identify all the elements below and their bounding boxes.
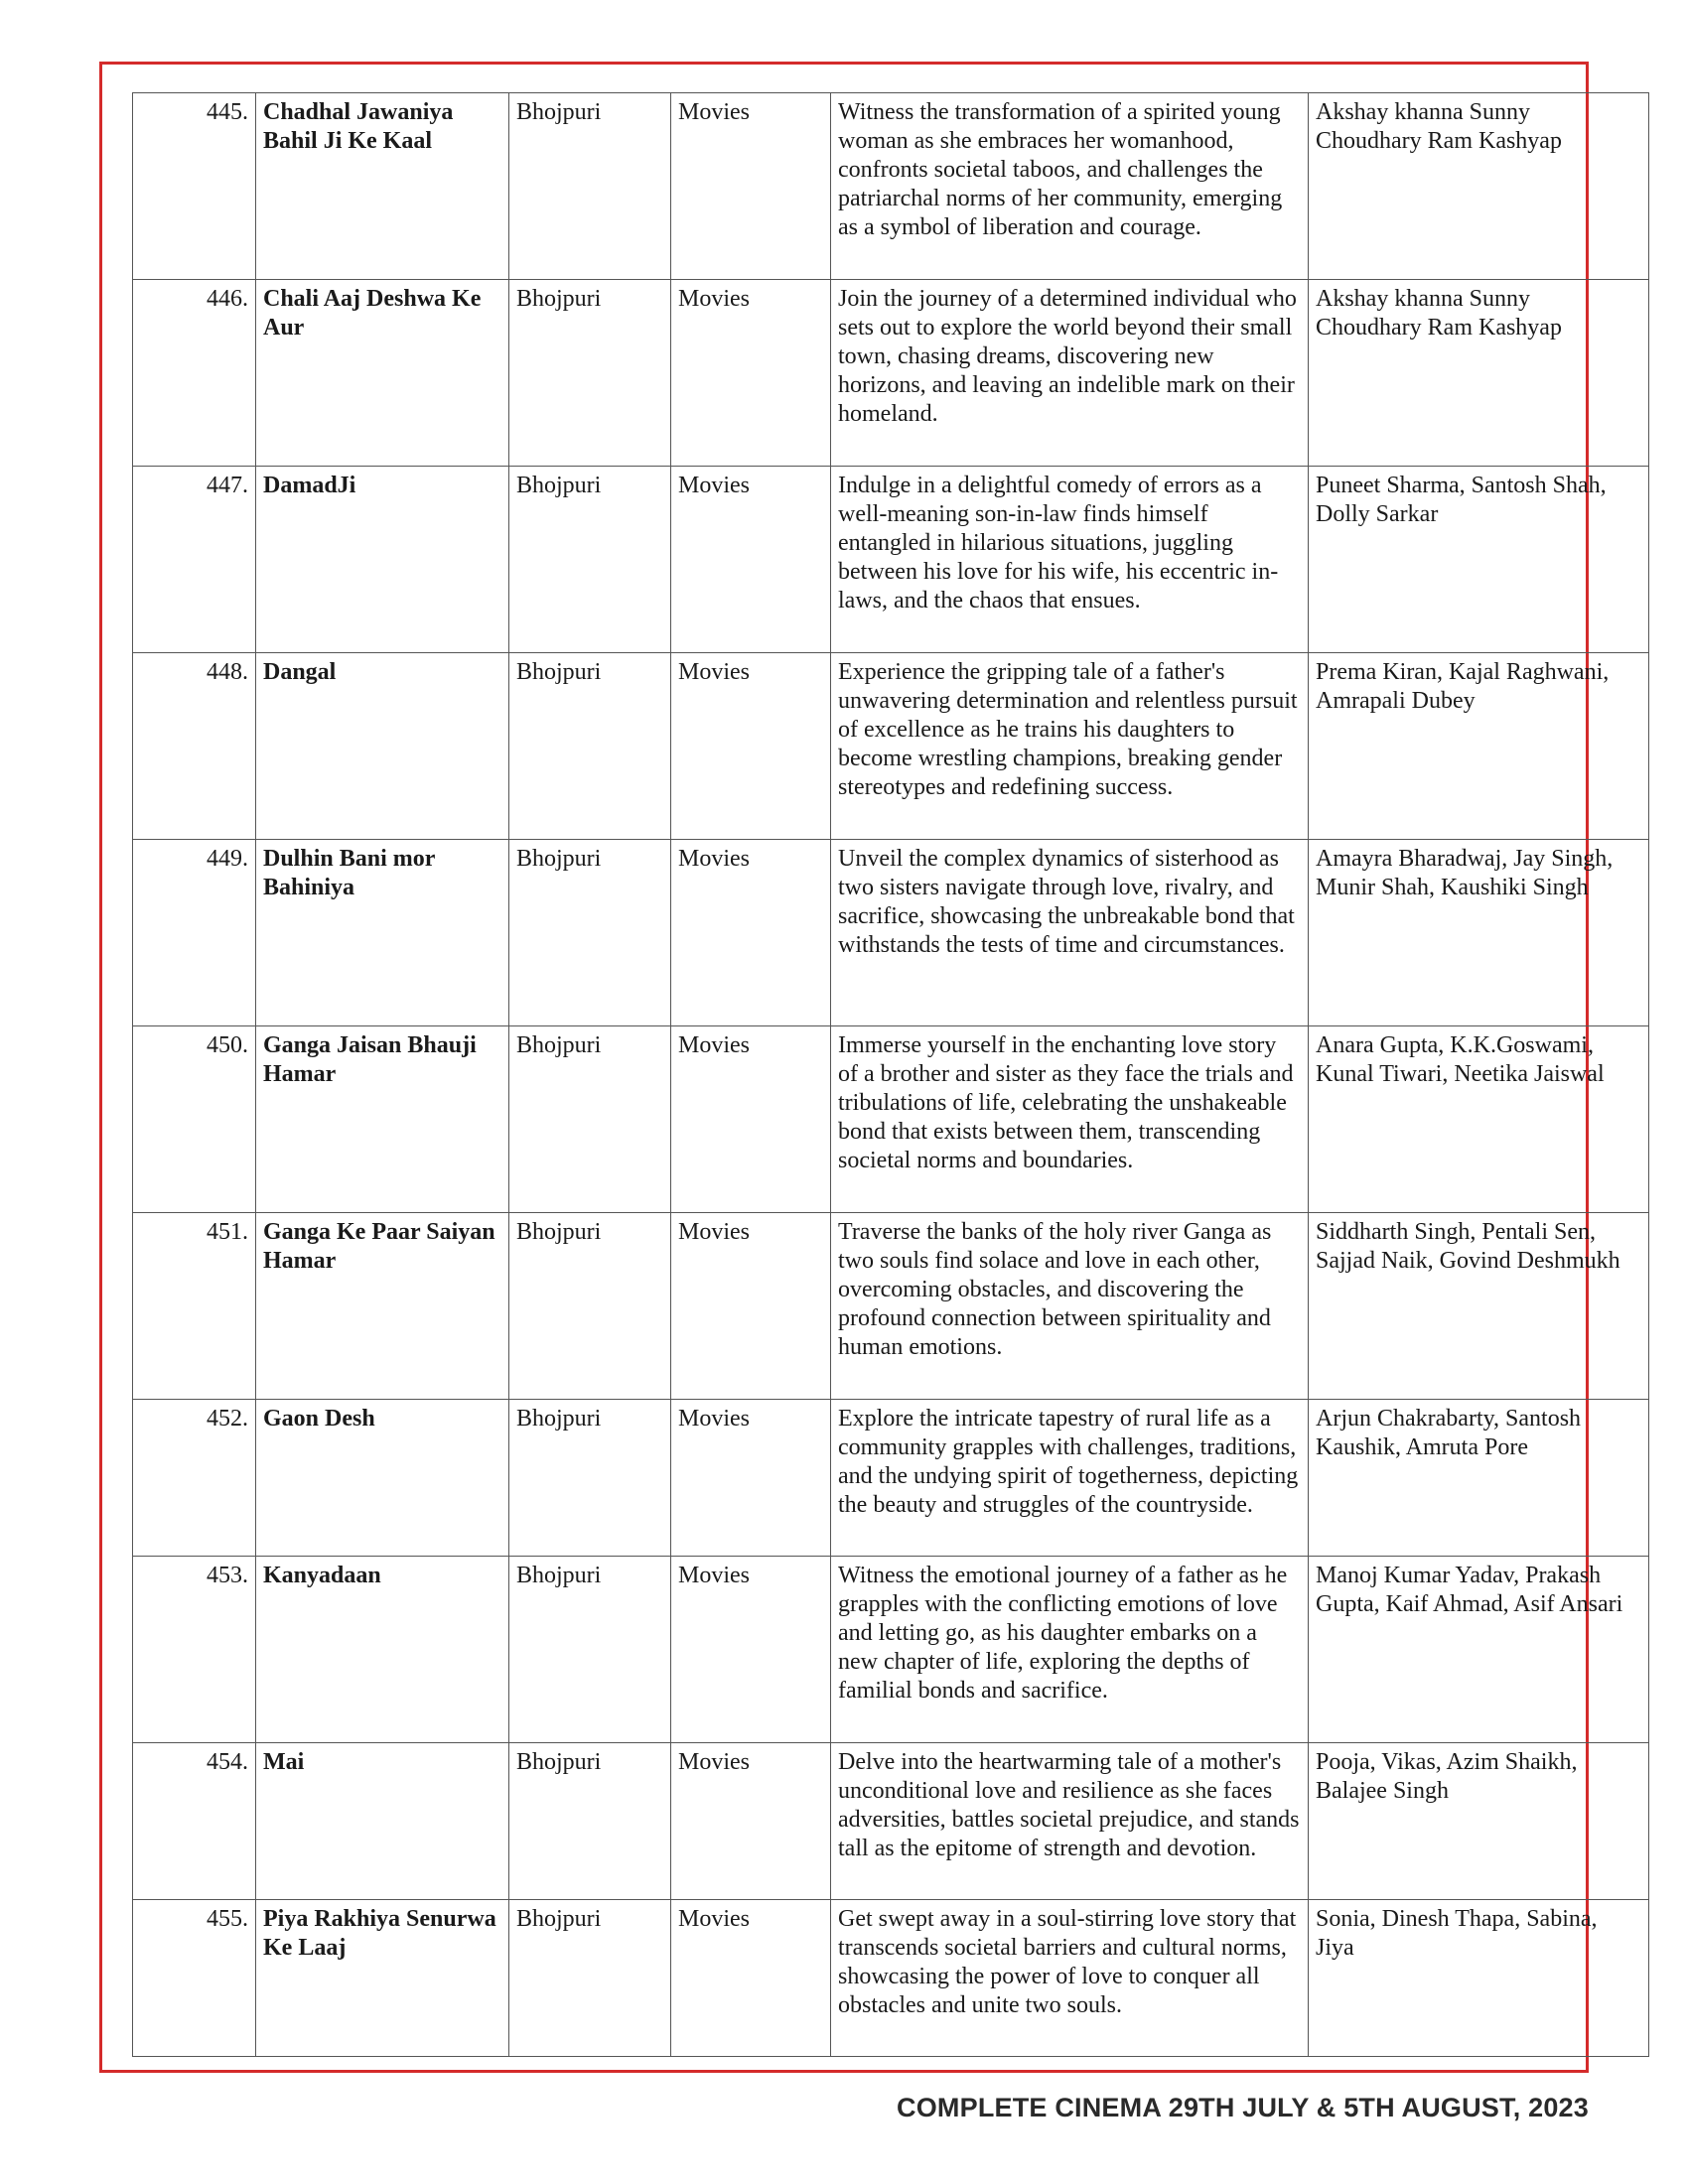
- movie-cast: Siddharth Singh, Pentali Sen, Sajjad Naik, Govind Deshmukh: [1309, 1213, 1649, 1400]
- entry-number: 454.: [133, 1743, 256, 1900]
- table-row: [133, 467, 1649, 653]
- movie-category: Movies: [671, 1213, 831, 1400]
- movie-category: Movies: [671, 1743, 831, 1900]
- movie-category: Movies: [671, 1557, 831, 1743]
- entry-number: 450.: [133, 1026, 256, 1213]
- movie-title: Mai: [256, 1743, 509, 1900]
- entry-number: 452.: [133, 1400, 256, 1557]
- entry-number: 446.: [133, 280, 256, 467]
- movie-cast: Akshay khanna Sunny Choudhary Ram Kashyap: [1309, 93, 1649, 280]
- movie-title: Gaon Desh: [256, 1400, 509, 1557]
- movie-category: Movies: [671, 1026, 831, 1213]
- movie-cast: Puneet Sharma, Santosh Shah, Dolly Sarkar: [1309, 467, 1649, 653]
- publication-footer: COMPLETE CINEMA 29TH JULY & 5TH AUGUST, 2023: [897, 2093, 1589, 2122]
- movie-description: Witness the transformation of a spirited young woman as she embraces her womanhood, confronts societal taboos, and challenges the patriarchal norms of her community, emerging as a symbol of liberation and courage.: [831, 93, 1309, 280]
- table-row: [133, 280, 1649, 467]
- table-row: [133, 1026, 1649, 1213]
- movie-language: Bhojpuri: [509, 1026, 671, 1213]
- movie-language: Bhojpuri: [509, 1743, 671, 1900]
- movie-cast: Prema Kiran, Kajal Raghwani, Amrapali Dubey: [1309, 653, 1649, 840]
- movie-title: Ganga Ke Paar Saiyan Hamar: [256, 1213, 509, 1400]
- movie-language: Bhojpuri: [509, 1900, 671, 2057]
- movie-description: Experience the gripping tale of a father's unwavering determination and relentless pursuit of excellence as he trains his daughters to become wrestling champions, breaking gender stereotypes and redefining success.: [831, 653, 1309, 840]
- movie-title: Kanyadaan: [256, 1557, 509, 1743]
- entry-number: 453.: [133, 1557, 256, 1743]
- movie-category: Movies: [671, 653, 831, 840]
- movie-description: Witness the emotional journey of a father as he grapples with the conflicting emotions of love and letting go, as his daughter embarks on a new chapter of life, exploring the depths of familial bonds and sacrifice.: [831, 1557, 1309, 1743]
- table-row: [133, 1400, 1649, 1557]
- movie-language: Bhojpuri: [509, 1557, 671, 1743]
- table-row: [133, 1213, 1649, 1400]
- movie-category: Movies: [671, 93, 831, 280]
- movie-cast: Anara Gupta, K.K.Goswami, Kunal Tiwari, Neetika Jaiswal: [1309, 1026, 1649, 1213]
- movie-language: Bhojpuri: [509, 840, 671, 1026]
- table-row: [133, 653, 1649, 840]
- movie-title: Ganga Jaisan Bhauji Hamar: [256, 1026, 509, 1213]
- table-row: [133, 840, 1649, 1026]
- movie-language: Bhojpuri: [509, 1400, 671, 1557]
- movie-description: Explore the intricate tapestry of rural life as a community grapples with challenges, traditions, and the undying spirit of togetherness, depicting the beauty and struggles of the countryside.: [831, 1400, 1309, 1557]
- movie-description: Immerse yourself in the enchanting love story of a brother and sister as they face the trials and tribulations of life, celebrating the unshakeable bond that exists between them, transcending societal norms and boundaries.: [831, 1026, 1309, 1213]
- entry-number: 447.: [133, 467, 256, 653]
- movie-language: Bhojpuri: [509, 467, 671, 653]
- movie-language: Bhojpuri: [509, 1213, 671, 1400]
- movie-cast: Sonia, Dinesh Thapa, Sabina, Jiya: [1309, 1900, 1649, 2057]
- entry-number: 451.: [133, 1213, 256, 1400]
- movie-title: Dulhin Bani mor Bahiniya: [256, 840, 509, 1026]
- movie-category: Movies: [671, 1900, 831, 2057]
- movie-cast: Arjun Chakrabarty, Santosh Kaushik, Amruta Pore: [1309, 1400, 1649, 1557]
- movie-category: Movies: [671, 280, 831, 467]
- movie-category: Movies: [671, 1400, 831, 1557]
- table-row: [133, 1900, 1649, 2057]
- movie-title: Chali Aaj Deshwa Ke Aur: [256, 280, 509, 467]
- movie-cast: Amayra Bharadwaj, Jay Singh, Munir Shah, Kaushiki Singh: [1309, 840, 1649, 1026]
- movie-description: Indulge in a delightful comedy of errors as a well-meaning son-in-law finds himself entangled in hilarious situations, juggling between his love for his wife, his eccentric in-laws, and the chaos that ensues.: [831, 467, 1309, 653]
- movie-cast: Manoj Kumar Yadav, Prakash Gupta, Kaif Ahmad, Asif Ansari: [1309, 1557, 1649, 1743]
- movie-cast: Akshay khanna Sunny Choudhary Ram Kashyap: [1309, 280, 1649, 467]
- entry-number: 445.: [133, 93, 256, 280]
- movie-description: Traverse the banks of the holy river Ganga as two souls find solace and love in each other, overcoming obstacles, and discovering the profound connection between spirituality and human emotions.: [831, 1213, 1309, 1400]
- movie-category: Movies: [671, 467, 831, 653]
- entry-number: 448.: [133, 653, 256, 840]
- movie-title: Piya Rakhiya Senurwa Ke Laaj: [256, 1900, 509, 2057]
- movie-title: DamadJi: [256, 467, 509, 653]
- table-row: [133, 1743, 1649, 1900]
- movie-listing-body: [133, 93, 1649, 2057]
- movie-title: Dangal: [256, 653, 509, 840]
- movie-language: Bhojpuri: [509, 653, 671, 840]
- movie-description: Join the journey of a determined individual who sets out to explore the world beyond their small town, chasing dreams, discovering new horizons, and leaving an indelible mark on their homeland.: [831, 280, 1309, 467]
- table-row: [133, 1557, 1649, 1743]
- movie-description: Delve into the heartwarming tale of a mother's unconditional love and resilience as she faces adversities, battles societal prejudice, and stands tall as the epitome of strength and devotion.: [831, 1743, 1309, 1900]
- movie-language: Bhojpuri: [509, 93, 671, 280]
- movie-description: Unveil the complex dynamics of sisterhood as two sisters navigate through love, rivalry, and sacrifice, showcasing the unbreakable bond that withstands the tests of time and circumstances.: [831, 840, 1309, 1026]
- table-row: [133, 93, 1649, 280]
- entry-number: 455.: [133, 1900, 256, 2057]
- movie-cast: Pooja, Vikas, Azim Shaikh, Balajee Singh: [1309, 1743, 1649, 1900]
- movie-listing-table: [132, 92, 1649, 2057]
- entry-number: 449.: [133, 840, 256, 1026]
- movie-description: Get swept away in a soul-stirring love story that transcends societal barriers and cultural norms, showcasing the power of love to conquer all obstacles and unite two souls.: [831, 1900, 1309, 2057]
- movie-category: Movies: [671, 840, 831, 1026]
- movie-title: Chadhal Jawaniya Bahil Ji Ke Kaal: [256, 93, 509, 280]
- movie-language: Bhojpuri: [509, 280, 671, 467]
